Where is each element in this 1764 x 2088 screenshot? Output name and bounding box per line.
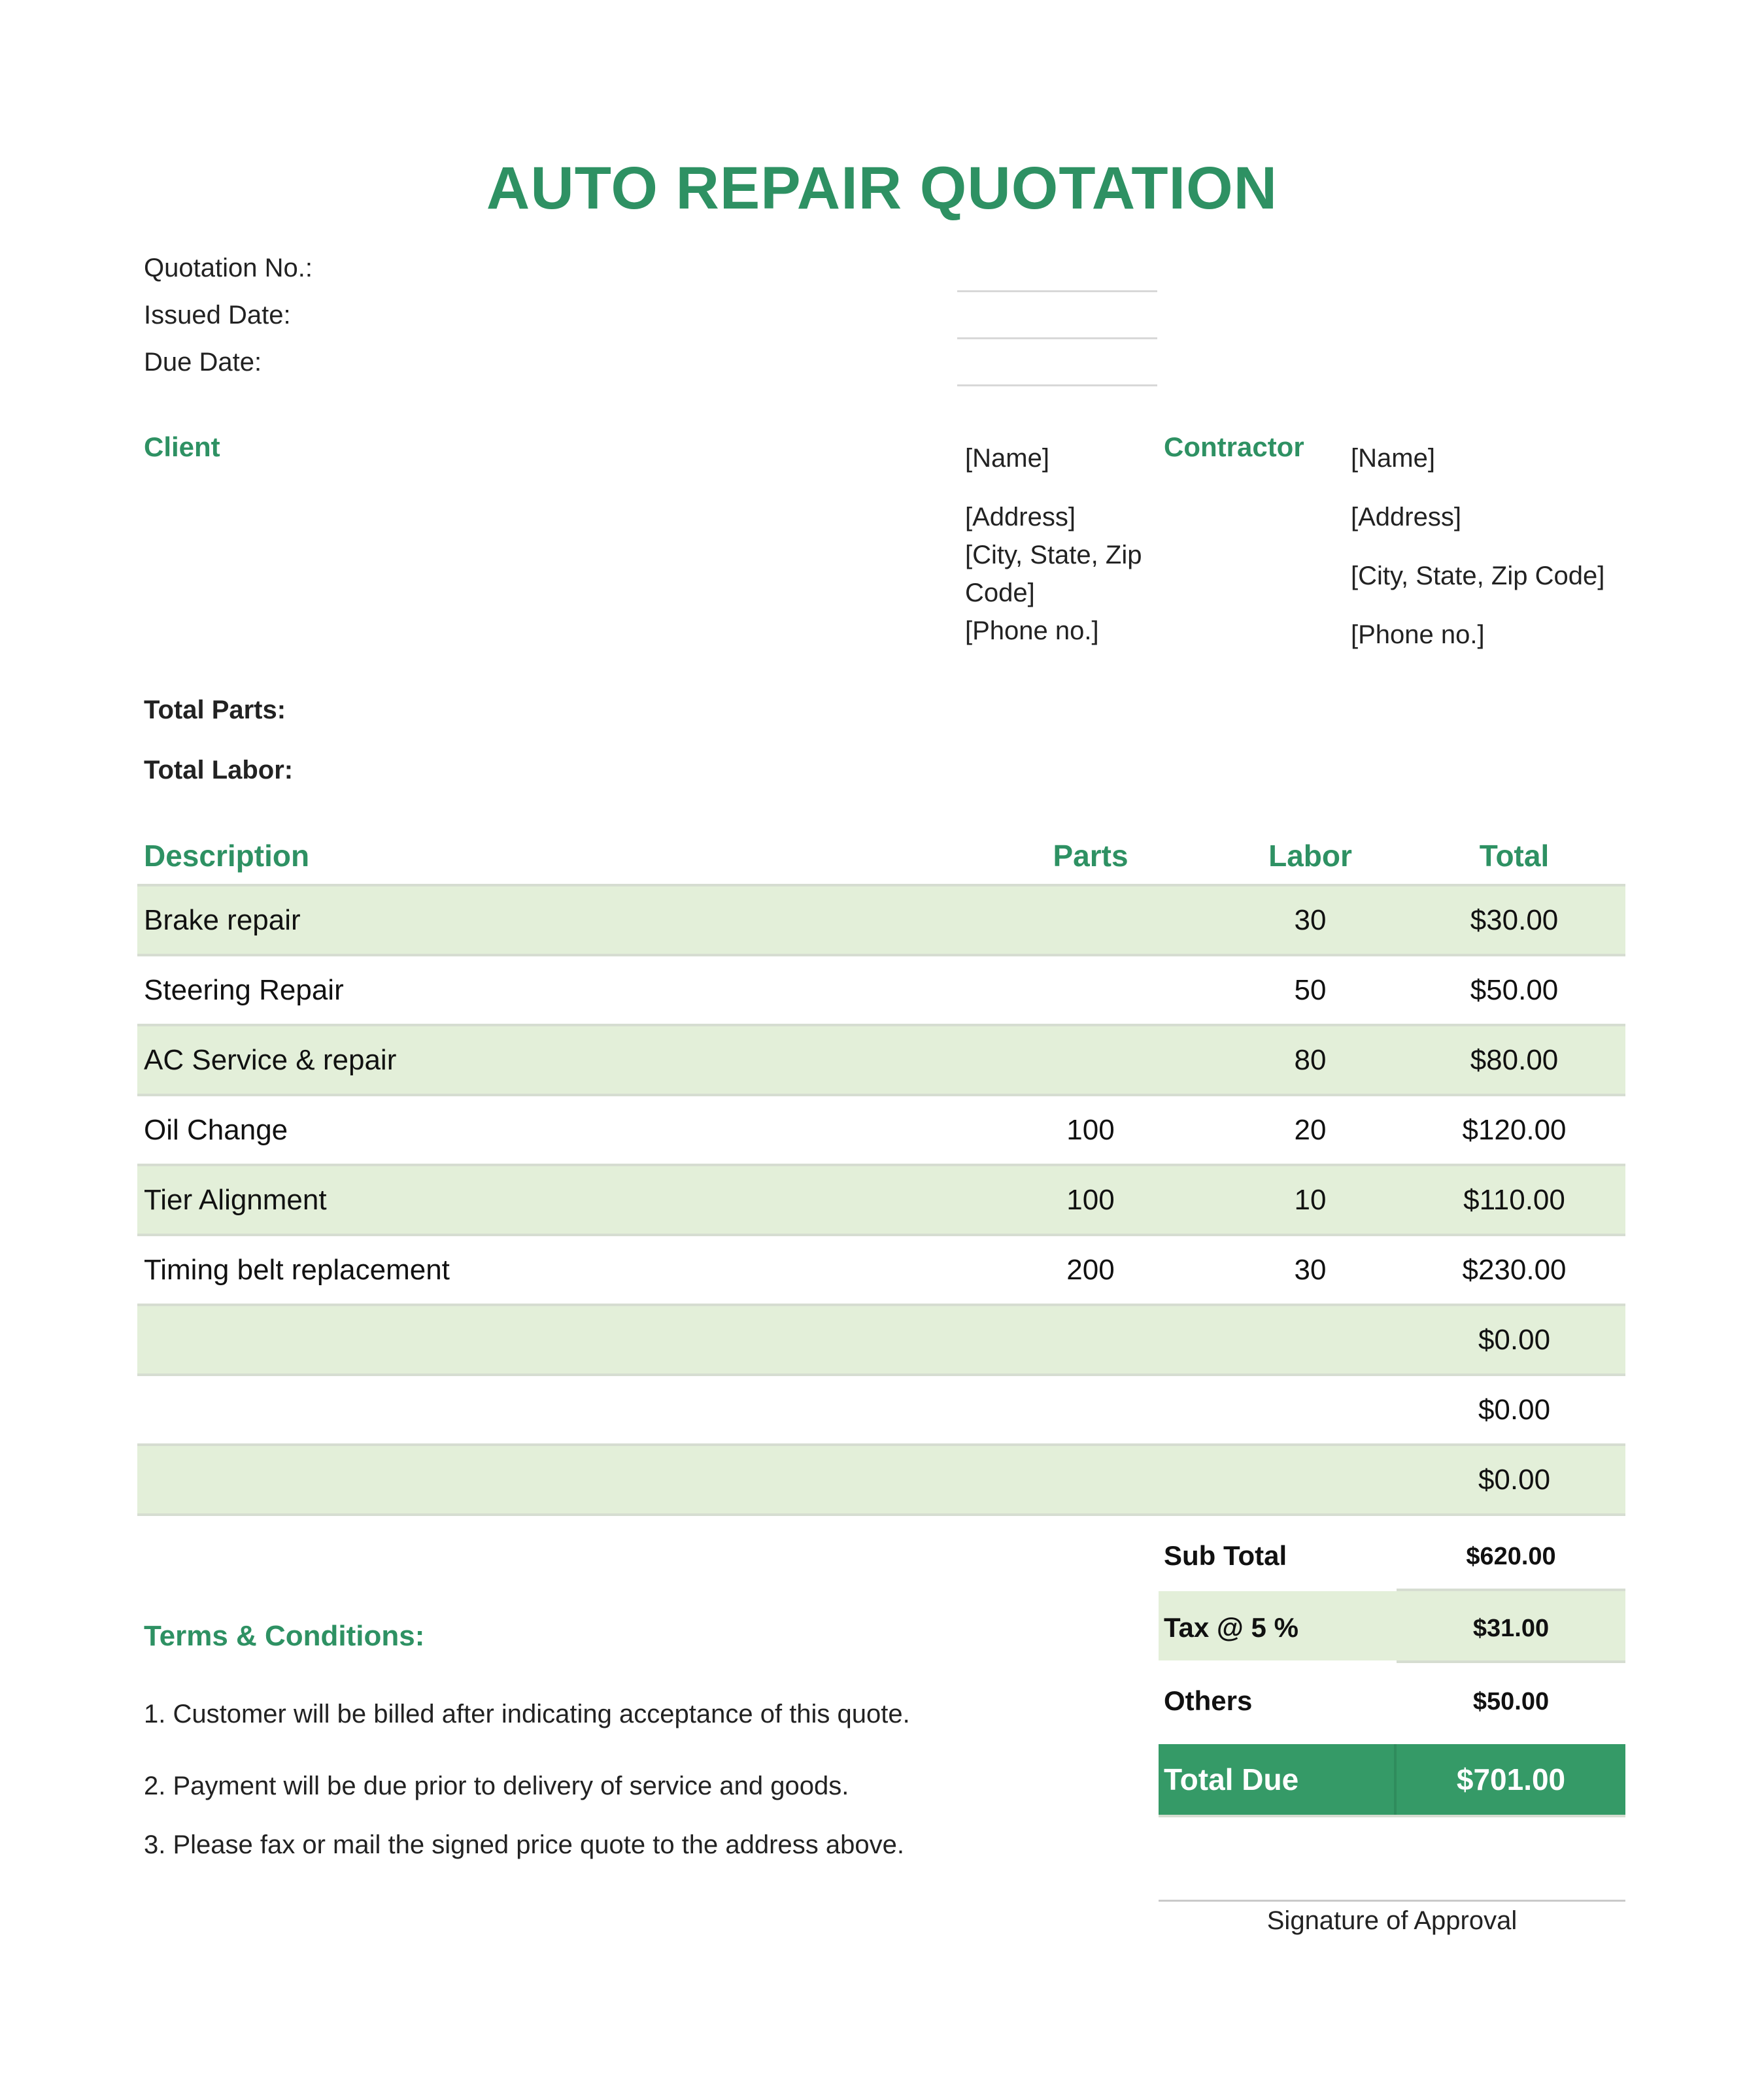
term-item: 1. Customer will be billed after indicating acceptance of this quote. bbox=[144, 1700, 910, 1728]
subtotal-value: $620.00 bbox=[1466, 1543, 1556, 1570]
row-parts: 100 bbox=[1066, 1184, 1115, 1216]
row-total: $80.00 bbox=[1470, 1044, 1559, 1076]
row-description bbox=[144, 1306, 928, 1373]
term-item: 3. Please fax or mail the signed price quote to the address above. bbox=[144, 1830, 904, 1859]
row-parts: 200 bbox=[1066, 1254, 1115, 1286]
row-total: $120.00 bbox=[1462, 1114, 1567, 1146]
client-heading: Client bbox=[144, 431, 220, 462]
others-label: Others bbox=[1164, 1685, 1253, 1716]
total-labor-label: Total Labor: bbox=[144, 756, 294, 784]
row-parts bbox=[1006, 1376, 1176, 1443]
row-parts bbox=[1006, 1446, 1176, 1513]
contractor-details bbox=[1351, 439, 1638, 654]
row-labor bbox=[1225, 1376, 1395, 1443]
table-row bbox=[137, 1376, 1625, 1446]
row-parts bbox=[1006, 1306, 1176, 1373]
term-item: 2. Payment will be due prior to delivery of service and goods. bbox=[144, 1772, 849, 1800]
issued-date-field[interactable] bbox=[957, 337, 1157, 339]
tax-divider bbox=[1397, 1660, 1625, 1663]
row-labor: 30 bbox=[1294, 904, 1327, 936]
table-row bbox=[137, 1026, 1625, 1096]
client-address: [Address] bbox=[965, 503, 1076, 531]
row-labor: 30 bbox=[1294, 1254, 1327, 1286]
table-row bbox=[137, 1166, 1625, 1236]
row-labor: 80 bbox=[1294, 1044, 1327, 1076]
row-total: $0.00 bbox=[1478, 1394, 1551, 1426]
contractor-address: [Address] bbox=[1351, 503, 1461, 531]
row-total: $0.00 bbox=[1478, 1464, 1551, 1496]
header-labor: Labor bbox=[1268, 839, 1352, 873]
row-parts: 100 bbox=[1066, 1114, 1115, 1146]
row-description bbox=[144, 1376, 928, 1443]
header-parts: Parts bbox=[1053, 839, 1128, 873]
subtotal-label: Sub Total bbox=[1164, 1540, 1287, 1571]
contractor-phone: [Phone no.] bbox=[1351, 620, 1485, 649]
table-row bbox=[137, 1096, 1625, 1166]
tax-value: $31.00 bbox=[1472, 1615, 1550, 1642]
contractor-heading: Contractor bbox=[1164, 431, 1304, 462]
total-due-value: $701.00 bbox=[1456, 1762, 1566, 1796]
table-row bbox=[137, 1306, 1625, 1376]
row-labor: 50 bbox=[1294, 974, 1327, 1006]
row-total: $30.00 bbox=[1470, 904, 1559, 936]
table-row bbox=[137, 956, 1625, 1026]
due-date-field[interactable] bbox=[957, 384, 1157, 386]
client-name: [Name] bbox=[965, 444, 1049, 473]
total-due-row bbox=[1159, 1744, 1625, 1817]
table-row bbox=[137, 886, 1625, 956]
row-labor: 10 bbox=[1294, 1184, 1327, 1216]
total-parts-label: Total Parts: bbox=[144, 696, 286, 724]
total-due-label: Total Due bbox=[1164, 1762, 1299, 1796]
due-date-label: Due Date: bbox=[144, 348, 262, 377]
row-labor bbox=[1225, 1306, 1395, 1373]
client-details bbox=[965, 439, 1187, 650]
row-description: AC Service & repair bbox=[144, 1044, 397, 1076]
issued-date-label: Issued Date: bbox=[144, 301, 291, 329]
signature-label: Signature of Approval bbox=[1266, 1906, 1518, 1935]
row-total: $110.00 bbox=[1463, 1184, 1565, 1216]
row-parts bbox=[1006, 956, 1176, 1024]
row-total: $230.00 bbox=[1462, 1254, 1567, 1286]
signature-line[interactable] bbox=[1159, 1900, 1625, 1902]
terms-heading: Terms & Conditions: bbox=[144, 1620, 425, 1652]
others-value: $50.00 bbox=[1472, 1688, 1550, 1715]
quotation-no-field[interactable] bbox=[957, 290, 1157, 292]
table-row bbox=[137, 1236, 1625, 1306]
table-row bbox=[137, 1446, 1625, 1516]
page-title: AUTO REPAIR QUOTATION bbox=[486, 155, 1278, 222]
tax-label: Tax @ 5 % bbox=[1164, 1612, 1298, 1643]
contractor-city: [City, State, Zip Code] bbox=[1351, 562, 1605, 590]
row-description: Steering Repair bbox=[144, 974, 344, 1006]
quotation-no-label: Quotation No.: bbox=[144, 254, 313, 282]
contractor-name: [Name] bbox=[1351, 444, 1435, 473]
client-phone: [Phone no.] bbox=[965, 616, 1099, 645]
client-city-line2: Code] bbox=[965, 579, 1035, 607]
row-labor bbox=[1225, 1446, 1395, 1513]
row-parts bbox=[1006, 1026, 1176, 1094]
header-description: Description bbox=[144, 839, 310, 873]
row-labor: 20 bbox=[1294, 1114, 1327, 1146]
row-description: Brake repair bbox=[144, 904, 301, 936]
row-description: Tier Alignment bbox=[144, 1184, 327, 1216]
header-total: Total bbox=[1479, 839, 1550, 873]
row-description bbox=[144, 1446, 928, 1513]
row-parts bbox=[1006, 886, 1176, 954]
row-description: Timing belt replacement bbox=[144, 1254, 450, 1286]
client-city-line1: [City, State, Zip bbox=[965, 541, 1142, 569]
row-description: Oil Change bbox=[144, 1114, 288, 1146]
row-total: $50.00 bbox=[1470, 974, 1559, 1006]
row-total: $0.00 bbox=[1478, 1324, 1551, 1356]
